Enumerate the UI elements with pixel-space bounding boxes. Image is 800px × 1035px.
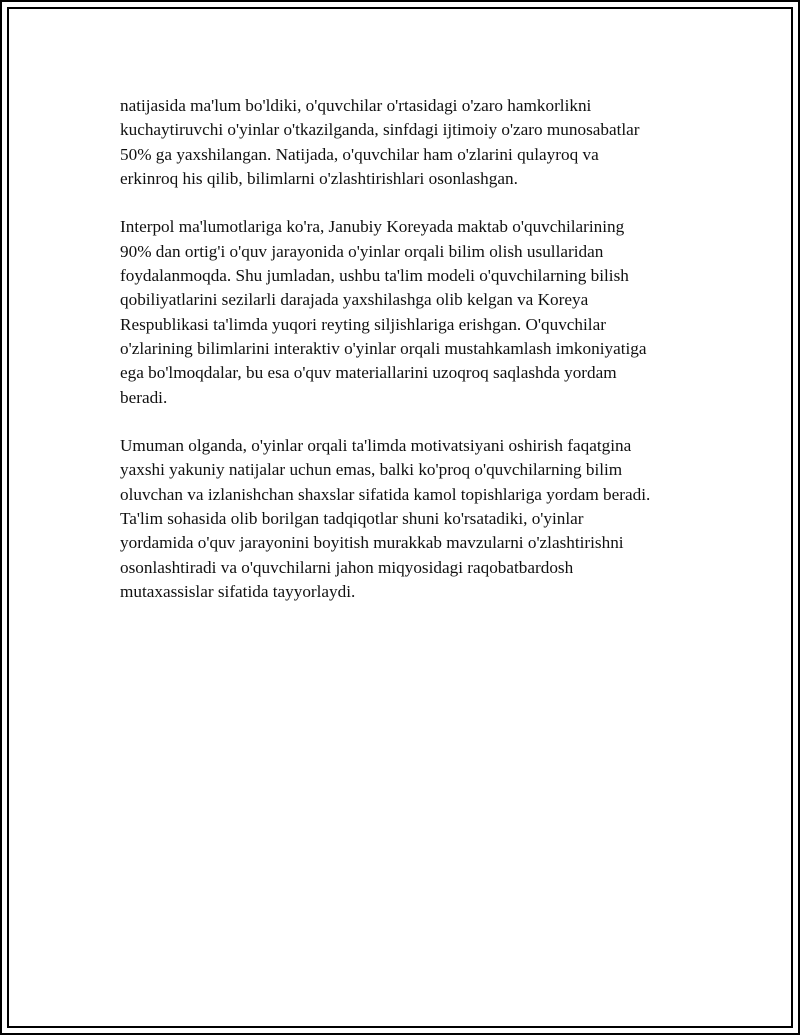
paragraph-3 bbox=[120, 434, 700, 604]
text-line: mutaxassislar sifatida tayyorlaydi. bbox=[120, 581, 356, 601]
text-line: osonlashtiradi va o'quvchilarni jahon miqyosidagi raqobatbardosh bbox=[120, 557, 574, 577]
text-line: oluvchan va izlanishchan shaxslar sifatida kamol topishlariga yordam beradi. bbox=[120, 484, 651, 504]
document-body bbox=[120, 94, 700, 629]
text-line: foydalanmoqda. Shu jumladan, ushbu ta'lim modeli o'quvchilarning bilish bbox=[120, 266, 629, 286]
text-line: 90% dan ortig'i o'quv jarayonida o'yinlar orqali bilim olish usullaridan bbox=[120, 241, 604, 261]
text-line: ega bo'lmoqdalar, bu esa o'quv materiallarini uzoqroq saqlashda yordam bbox=[120, 363, 617, 383]
text-line: natijasida ma'lum bo'ldiki, o'quvchilar o'rtasidagi o'zaro hamkorlikni bbox=[120, 96, 592, 115]
text-line: beradi. bbox=[120, 387, 168, 407]
text-line: yordamida o'quv jarayonini boyitish murakkab mavzularni o'zlashtirishni bbox=[120, 533, 624, 553]
text-line: 50% ga yaxshilangan. Natijada, o'quvchilar ham o'zlarini qulayroq va bbox=[120, 144, 599, 164]
text-line: Ta'lim sohasida olib borilgan tadqiqotlar shuni ko'rsatadiki, o'yinlar bbox=[120, 509, 584, 529]
text-line: Interpol ma'lumotlariga ko'ra, Janubiy Koreyada maktab o'quvchilarining bbox=[120, 217, 625, 237]
text-line: kuchaytiruvchi o'yinlar o'tkazilganda, sinfdagi ijtimoiy o'zaro munosabatlar bbox=[120, 120, 640, 140]
text-line: o'zlarining bilimlarini interaktiv o'yinlar orqali mustahkamlash imkoniyatiga bbox=[120, 338, 647, 358]
text-line: qobiliyatlarini sezilarli darajada yaxshilashga olib kelgan va Koreya bbox=[120, 290, 589, 310]
text-line: erkinroq his qilib, bilimlarni o'zlashtirishlari osonlashgan. bbox=[120, 168, 518, 188]
text-line: Umuman olganda, o'yinlar orqali ta'limda motivatsiyani oshirish faqatgina bbox=[120, 436, 632, 456]
text-line: yaxshi yakuniy natijalar uchun emas, balki ko'proq o'quvchilarning bilim bbox=[120, 460, 623, 480]
text-line: Respublikasi ta'limda yuqori reyting siljishlariga erishgan. O'quvchilar bbox=[120, 314, 606, 334]
paragraph-2 bbox=[120, 215, 700, 409]
paragraph-1 bbox=[120, 94, 700, 191]
